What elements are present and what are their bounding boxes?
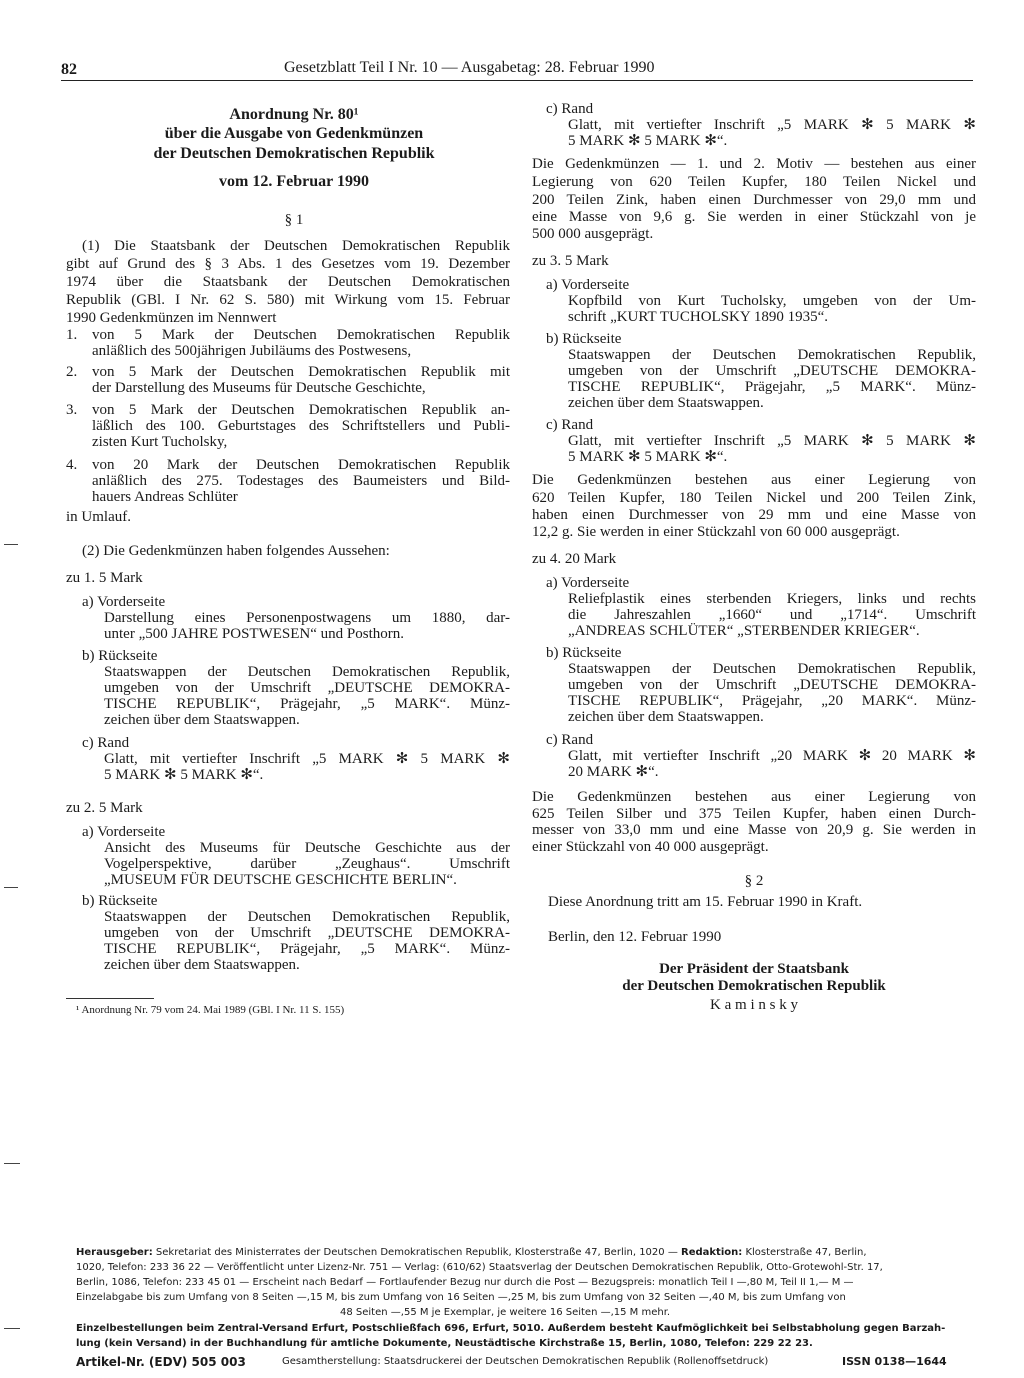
title-line-3: der Deutschen Demokratischen Republik	[153, 145, 435, 162]
item-number: 2.	[66, 364, 78, 380]
para-a-line: eine Masse von 9,6 g. Sie werden in einer Stückzahl von je	[532, 209, 976, 225]
item-line: läßlich des 100. Geburtstages des Schriftstellers und Publi-	[92, 418, 510, 434]
item-line: von 5 Mark der Deutschen Demokratischen Republik mit	[92, 364, 510, 380]
zu-2-a-line: „MUSEUM FÜR DEUTSCHE GESCHICHTE BERLIN“.	[104, 872, 457, 888]
zu-2-heading: zu 2. 5 Mark	[66, 800, 143, 816]
signature-name: K a m i n s k y	[710, 997, 798, 1013]
item-line: hauers Andreas Schlüter	[92, 489, 238, 505]
zu-3-c-line: 5 MARK ✻ 5 MARK ✻“.	[568, 449, 728, 465]
zu-2-a-label: a) Vorderseite	[82, 824, 166, 840]
zu-4-b-line: TISCHE REPUBLIK“, Prägejahr, „20 MARK“. Münz-	[568, 693, 976, 709]
zu-3-b-line: umgeben von der Umschrift „DEUTSCHE DEMOKRA-	[568, 363, 976, 379]
para-c-line: 625 Teilen Silber und 375 Teilen Kupfer, haben einen Durch-	[532, 806, 976, 822]
para-a-line: Legierung von 620 Teilen Kupfer, 180 Teilen Nickel und	[532, 174, 976, 190]
zu-1-c-line: 5 MARK ✻ 5 MARK ✻“.	[104, 767, 264, 783]
zu-4-a-line: die Jahreszahlen „1660“ und „1714“. Umschrift	[568, 607, 976, 623]
item-line: anläßlich des 275. Todestages des Baumeisters und Bild-	[92, 473, 510, 489]
footnote: ¹ Anordnung Nr. 79 vom 24. Mai 1989 (GBl. I Nr. 11 S. 155)	[76, 1004, 345, 1016]
title-line-2: über die Ausgabe von Gedenkmünzen	[164, 125, 424, 142]
para-a-line: Die Gedenkmünzen — 1. und 2. Motiv — bestehen aus einer	[532, 156, 976, 172]
header-rule	[61, 80, 973, 81]
zu-4-b-line: umgeben von der Umschrift „DEUTSCHE DEMOKRA-	[568, 677, 976, 693]
zu-3-c-label: c) Rand	[546, 417, 594, 433]
item-line: von 5 Mark der Deutschen Demokratischen Republik	[92, 327, 510, 343]
zu-3-a-line: schrift „KURT TUCHOLSKY 1890 1935“.	[568, 309, 829, 325]
zu-3-a-label: a) Vorderseite	[546, 277, 630, 293]
imprint-line: Einzelbestellungen beim Zentral-Versand Erfurt, Postschließfach 696, Erfurt, 5010. Außerdem besteht Kaufmöglichkeit bei Selbstabholung gegen Barzah-	[76, 1323, 946, 1334]
section-2-text: Diese Anordnung tritt am 15. Februar 1990 in Kraft.	[548, 894, 863, 910]
item-line: von 5 Mark der Deutschen Demokratischen Republik an-	[92, 402, 510, 418]
para-1-line: 1974 über die Staatsbank der Deutschen Demokratischen	[66, 274, 510, 290]
para-1-line: (1) Die Staatsbank der Deutschen Demokratischen Republik	[82, 238, 510, 254]
zu-3-a-line: Kopfbild von Kurt Tucholsky, umgeben von der Um-	[568, 293, 976, 309]
printer-info: Gesamtherstellung: Staatsdruckerei der Deutschen Demokratischen Republik (Rollenoffsetdruck)	[282, 1356, 769, 1367]
para-b-line: haben einen Durchmesser von 29 mm und eine Masse von	[532, 507, 976, 523]
zu-2-b-line: TISCHE REPUBLIK“, Prägejahr, „5 MARK“. Münz-	[104, 941, 510, 957]
para-b-line: 12,2 g. Sie werden in einer Stückzahl von 60 000 ausgeprägt.	[532, 524, 900, 540]
margin-mark	[4, 544, 18, 545]
zu-1-a-line: unter „500 JAHRE POSTWESEN“ und Posthorn.	[104, 626, 404, 642]
zu-4-c-line: 20 MARK ✻“.	[568, 764, 659, 780]
zu-1-b-line: TISCHE REPUBLIK“, Prägejahr, „5 MARK“. Münz-	[104, 696, 510, 712]
zu-2-b-label: b) Rückseite	[82, 893, 158, 909]
para-c-line: einer Stückzahl von 40 000 ausgeprägt.	[532, 839, 769, 855]
zu-1-c-line: Glatt, mit vertiefter Inschrift „5 MARK ✻ 5 MARK ✻	[104, 751, 510, 767]
item-line: anläßlich des 500jährigen Jubiläums des Postwesens,	[92, 343, 412, 359]
section-2-heading: § 2	[744, 873, 764, 889]
zu-2-a-line: Ansicht des Museums für Deutsche Geschichte aus der	[104, 840, 510, 856]
margin-mark	[4, 1163, 20, 1164]
imprint-label: Redaktion:	[681, 1247, 743, 1258]
issn: ISSN 0138—1644	[842, 1355, 947, 1368]
zu-1-a-line: Darstellung eines Personenpostwagens um 1880, dar-	[104, 610, 510, 626]
imprint-line: 48 Seiten —,55 M je Exemplar, je weitere 16 Seiten —,15 M mehr.	[340, 1307, 671, 1318]
para-a-line: 500 000 ausgeprägt.	[532, 226, 654, 242]
page-number: 82	[61, 61, 77, 78]
zu-4-a-label: a) Vorderseite	[546, 575, 630, 591]
title-date: vom 12. Februar 1990	[219, 173, 369, 190]
place-date: Berlin, den 12. Februar 1990	[548, 929, 722, 945]
zu-4-c-line: Glatt, mit vertiefter Inschrift „20 MARK ✻ 20 MARK ✻	[568, 748, 976, 764]
zu-4-c-label: c) Rand	[546, 732, 594, 748]
footnote-rule	[66, 998, 154, 999]
para-c-line: messer von 33,0 mm und eine Masse von 20,9 g. Sie werden in	[532, 822, 976, 838]
zu-3-b-label: b) Rückseite	[546, 331, 622, 347]
item-line: der Darstellung des Museums für Deutsche Geschichte,	[92, 380, 426, 396]
zu-2-c-label: c) Rand	[546, 101, 594, 117]
zu-1-b-line: umgeben von der Umschrift „DEUTSCHE DEMOKRA-	[104, 680, 510, 696]
para-b-line: Die Gedenkmünzen bestehen aus einer Legierung von	[532, 472, 976, 488]
zu-1-heading: zu 1. 5 Mark	[66, 570, 143, 586]
item-line: von 20 Mark der Deutschen Demokratischen Republik	[92, 457, 510, 473]
zu-4-heading: zu 4. 20 Mark	[532, 551, 617, 567]
imprint-line: Berlin, 1086, Telefon: 233 45 01 — Erscheint nach Bedarf — Fortlaufender Bezug nur durch die Post — Bezugspreis: monatlich Teil I —,80 M, Teil II 1,— M —	[76, 1277, 854, 1288]
zu-1-b-label: b) Rückseite	[82, 648, 158, 664]
zu-4-b-line: zeichen über dem Staatswappen.	[568, 709, 764, 725]
zu-3-b-line: TISCHE REPUBLIK“, Prägejahr, „5 MARK“. Münz-	[568, 379, 976, 395]
zu-2-b-line: zeichen über dem Staatswappen.	[104, 957, 300, 973]
imprint-text: Sekretariat des Ministerrates der Deutschen Demokratischen Republik, Klosterstraße 47, Berlin, 1020 —	[152, 1247, 682, 1258]
item-number: 4.	[66, 457, 78, 473]
signature-title-2: der Deutschen Demokratischen Republik	[622, 978, 886, 994]
zu-2-c-line: Glatt, mit vertiefter Inschrift „5 MARK ✻ 5 MARK ✻	[568, 117, 976, 133]
zu-2-a-line: Vogelperspektive, darüber „Zeughaus“. Umschrift	[104, 856, 510, 872]
item-number: 3.	[66, 402, 78, 418]
article-number: Artikel-Nr. (EDV) 505 003	[76, 1355, 246, 1369]
zu-4-a-line: „ANDREAS SCHLÜTER“ „STERBENDER KRIEGER“.	[568, 623, 920, 639]
zu-1-b-line: Staatswappen der Deutschen Demokratischen Republik,	[104, 664, 510, 680]
para-2: (2) Die Gedenkmünzen haben folgendes Aussehen:	[82, 543, 390, 559]
zu-3-b-line: Staatswappen der Deutschen Demokratischen Republik,	[568, 347, 976, 363]
para-a-line: 200 Teilen Zink, haben einen Durchmesser von 29,0 mm und	[532, 192, 976, 208]
para-b-line: 620 Teilen Kupfer, 180 Teilen Nickel und 200 Teilen Zink,	[532, 490, 976, 506]
margin-mark	[4, 887, 18, 888]
running-title: Gesetzblatt Teil I Nr. 10 — Ausgabetag: 28. Februar 1990	[284, 59, 655, 76]
title-line-1: Anordnung Nr. 80¹	[229, 106, 359, 123]
zu-3-c-line: Glatt, mit vertiefter Inschrift „5 MARK ✻ 5 MARK ✻	[568, 433, 976, 449]
zu-4-a-line: Reliefplastik eines sterbenden Kriegers, links und rechts	[568, 591, 976, 607]
imprint-line	[76, 1246, 867, 1260]
imprint-line: 1020, Telefon: 233 36 22 — Veröffentlicht unter Lizenz-Nr. 751 — Verlag: (610/62) Staatsverlag der Deutschen Demokratischen Republik, Otto-Grotewohl-Str. 17,	[76, 1262, 883, 1273]
item-number: 1.	[66, 327, 78, 343]
zu-4-b-line: Staatswappen der Deutschen Demokratischen Republik,	[568, 661, 976, 677]
zu-2-b-line: Staatswappen der Deutschen Demokratischen Republik,	[104, 909, 510, 925]
imprint-line: Einzelabgabe bis zum Umfang von 8 Seiten —,15 M, bis zum Umfang von 16 Seiten —,25 M, bis zum Umfang von 32 Seiten —,40 M, bis zum Umfang von	[76, 1292, 846, 1303]
section-1-heading: § 1	[284, 212, 304, 228]
zu-2-c-line: 5 MARK ✻ 5 MARK ✻“.	[568, 133, 728, 149]
zu-1-b-line: zeichen über dem Staatswappen.	[104, 712, 300, 728]
para-1-line: Republik (GBl. I Nr. 62 S. 580) mit Wirkung vom 15. Februar	[66, 292, 510, 308]
para-1-line: gibt auf Grund des § 3 Abs. 1 des Gesetzes vom 19. Dezember	[66, 256, 510, 272]
zu-3-heading: zu 3. 5 Mark	[532, 253, 609, 269]
in-umlauf: in Umlauf.	[66, 509, 131, 525]
zu-1-a-label: a) Vorderseite	[82, 594, 166, 610]
zu-4-b-label: b) Rückseite	[546, 645, 622, 661]
imprint-label: Herausgeber:	[76, 1247, 153, 1258]
imprint-line: lung (kein Versand) in der Buchhandlung für amtliche Dokumente, Neustädtische Kirchstraße 15, Berlin, 1080, Telefon: 229 22 23.	[76, 1338, 813, 1349]
para-1-line: 1990 Gedenkmünzen im Nennwert	[66, 310, 277, 326]
zu-1-c-label: c) Rand	[82, 735, 130, 751]
signature-title-1: Der Präsident der Staatsbank	[659, 961, 849, 977]
item-line: zisten Kurt Tucholsky,	[92, 434, 228, 450]
imprint-text: Klosterstraße 47, Berlin,	[742, 1247, 867, 1258]
zu-2-b-line: umgeben von der Umschrift „DEUTSCHE DEMOKRA-	[104, 925, 510, 941]
margin-mark	[4, 1328, 20, 1329]
zu-3-b-line: zeichen über dem Staatswappen.	[568, 395, 764, 411]
para-c-line: Die Gedenkmünzen bestehen aus einer Legierung von	[532, 789, 976, 805]
